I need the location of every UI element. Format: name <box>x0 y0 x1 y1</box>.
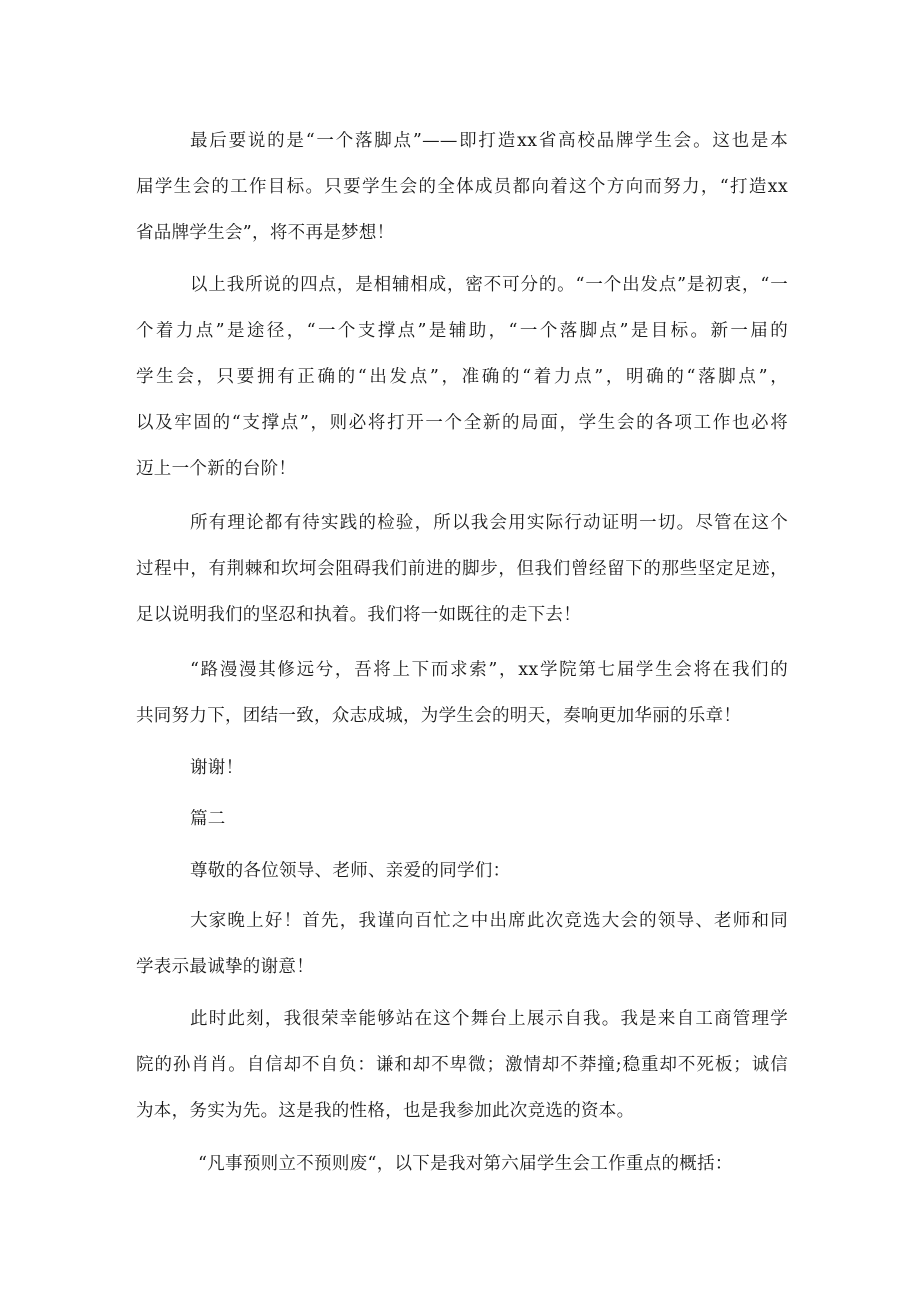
paragraph-four-points <box>136 262 788 492</box>
paragraph-practice <box>136 500 788 638</box>
text-line: 迈上一个新的台阶！ <box>136 459 297 479</box>
paragraph-thanks <box>136 745 788 791</box>
paragraph-introduction <box>136 996 788 1134</box>
text-line: 共同努力下，团结一致，众志成城，为学生会的明天，奏响更加华丽的乐章！ <box>136 706 742 726</box>
text-line: 过程中，有荆棘和坎坷会阻碍我们前进的脚步，但我们曾经留下的那些坚定足迹， <box>136 559 788 579</box>
text-line: “凡事预则立不预则废“，以下是我对第六届学生会工作重点的概括： <box>198 1154 733 1174</box>
paragraph-opening <box>136 898 788 990</box>
text-line: “路漫漫其修远兮，吾将上下而求索”，xx学院第七届学生会将在我们的 <box>190 660 788 680</box>
text-line: 学生会，只要拥有正确的“出发点”，准确的“着力点”，明确的“落脚点”， <box>136 367 788 387</box>
text-line: 足以说明我们的坚忍和执着。我们将一如既往的走下去！ <box>136 605 581 625</box>
text-line: 以及牢固的“支撑点”，则必将打开一个全新的局面，学生会的各项工作也必将 <box>136 413 788 433</box>
text-line: 大家晚上好！首先，我谨向百忙之中出席此次竞选大会的领导、老师和同 <box>190 911 788 931</box>
text-line: 以上我所说的四点，是相辅相成，密不可分的。“一个出发点”是初衷，“一 <box>190 275 788 295</box>
text-line: 届学生会的工作目标。只要学生会的全体成员都向着这个方向而努力，“打造xx <box>136 177 788 197</box>
text-line: 所有理论都有待实践的检验，所以我会用实际行动证明一切。尽管在这个 <box>190 513 788 533</box>
text-line: 尊敬的各位领导、老师、亲爱的同学们： <box>190 861 511 881</box>
paragraph-foothold <box>136 118 788 256</box>
text-line: 谢谢！ <box>190 758 244 778</box>
paragraph-greeting <box>136 848 788 894</box>
text-line: 为本，务实为先。这是我的性格，也是我参加此次竞选的资本。 <box>136 1101 635 1121</box>
text-line: 篇二 <box>190 809 226 829</box>
text-line: 省品牌学生会”，将不再是梦想！ <box>136 223 395 243</box>
text-line: 最后要说的是“一个落脚点”——即打造xx省高校品牌学生会。这也是本 <box>190 131 788 151</box>
section-heading <box>136 796 788 842</box>
paragraph-quote <box>136 647 788 739</box>
text-line: 院的孙肖肖。自信却不自负：谦和却不卑微；激情却不莽撞;稳重却不死板；诚信 <box>136 1055 788 1075</box>
text-line: 学表示最诚挚的谢意！ <box>136 957 314 977</box>
text-line: 个着力点”是途径，“一个支撑点”是辅助，“一个落脚点”是目标。新一届的 <box>136 321 788 341</box>
text-line: 此时此刻，我很荣幸能够站在这个舞台上展示自我。我是来自工商管理学 <box>190 1009 788 1029</box>
paragraph-summary-intro <box>136 1141 788 1187</box>
